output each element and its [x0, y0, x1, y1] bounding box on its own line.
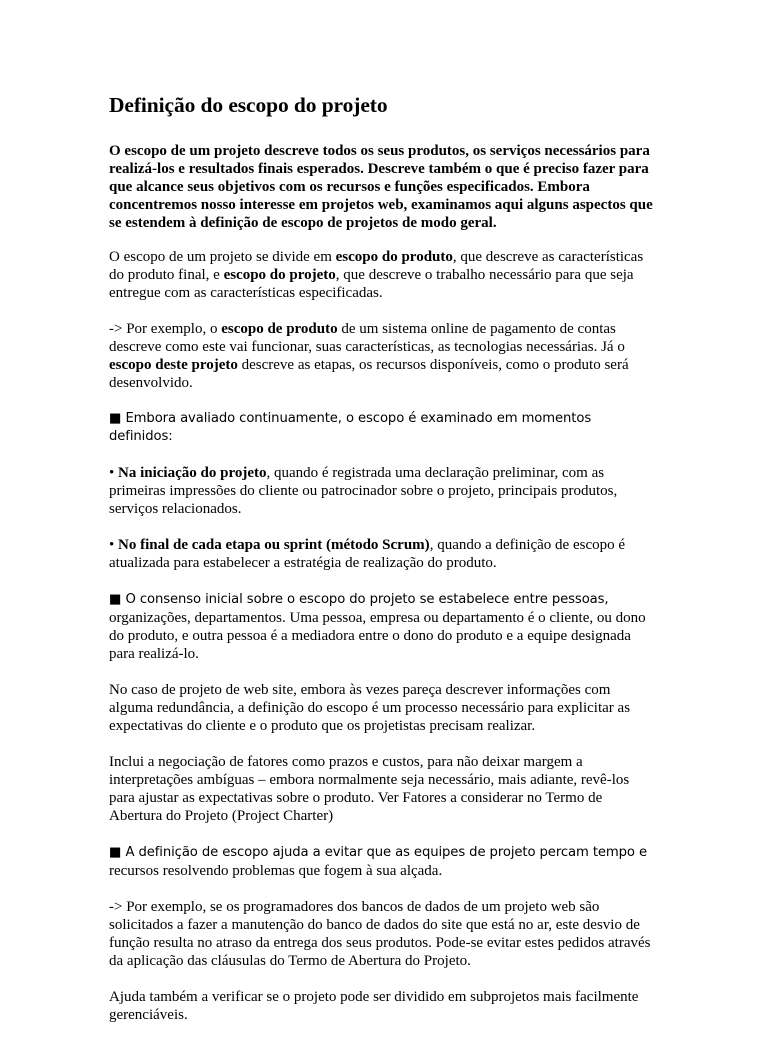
intro-paragraph: O escopo de um projeto descreve todos os seus produtos, os serviços necessários para realizá-los e resultados finais esperados. Descreve também o que é preciso fazer para que alcance seus objetivos com os recursos e funções especificados. Embora concentremos nosso interesse em projetos web, examinamos aqui alguns aspectos que se estendem à definição de escopo de projetos de modo geral.: [109, 143, 653, 231]
document-body: [109, 92, 657, 1042]
paragraph-initial-consensus: ■ O consenso inicial sobre o escopo do projeto se estabelece entre pessoas, organizações, departamentos. Uma pessoa, empresa ou departamento é o cliente, ou dono do produto, e outra pessoa é a mediadora entre o dono do produto e a equipe designada para realizá-lo.: [109, 592, 646, 662]
paragraph-scope-division: O escopo de um projeto se divide em escopo do produto, que descreve as características do produto final, e escopo do projeto, que descreve o trabalho necessário para que seja entregue com as características especificadas.: [109, 249, 644, 301]
paragraph-example-payment: -> Por exemplo, o escopo de produto de um sistema online de pagamento de contas descreve como este vai funcionar, suas características, as tecnologias necessárias. Já o escopo deste projeto descreve as etapas, os recursos disponíveis, como o produto será desenvolvido.: [109, 321, 629, 391]
paragraph-example-database: -> Por exemplo, se os programadores dos bancos de dados de um projeto web são solicitados a fazer a manutenção do banco de dados do site que está no ar, este desvio de função resulta no atraso da entrega dos seus produtos. Pode-se evitar estes pedidos através da aplicação das cláusulas do Termo de Abertura do Projeto.: [109, 899, 651, 969]
bullet-project-initiation: • Na iniciação do projeto, quando é registrada uma declaração preliminar, com as primeiras impressões do cliente ou patrocinador sobre o projeto, principais produtos, serviços relacionados.: [109, 465, 618, 517]
paragraph-avoid-waste: ■ A definição de escopo ajuda a evitar que as equipes de projeto percam tempo e recursos resolvendo problemas que fogem à sua alçada.: [109, 845, 647, 879]
bullet-end-of-sprint: • No final de cada etapa ou sprint (método Scrum), quando a definição de escopo é atualizada para estabelecer a estratégia de realização do produto.: [109, 537, 626, 571]
bullet-continuous-evaluation: ■ Embora avaliado continuamente, o escopo é examinado em momentos definidos:: [109, 411, 592, 444]
paragraph-subprojects: Ajuda também a verificar se o projeto pode ser dividido em subprojetos mais facilmente gerenciáveis.: [109, 989, 639, 1023]
page-title: Definição do escopo do projeto: [109, 93, 388, 117]
paragraph-negotiation: Inclui a negociação de fatores como prazos e custos, para não deixar margem a interpretações ambíguas – embora normalmente seja necessário, mais adiante, revê-los para ajustar as expectativas sobre o produto. Ver Fatores a considerar no Termo de Abertura do Projeto (Project Charter): [109, 754, 630, 824]
paragraph-website-case: No caso de projeto de web site, embora às vezes pareça descrever informações com alguma redundância, a definição do escopo é um processo necessário para explicitar as expectativas do cliente e o produto que os projetistas precisam realizar.: [109, 682, 631, 734]
